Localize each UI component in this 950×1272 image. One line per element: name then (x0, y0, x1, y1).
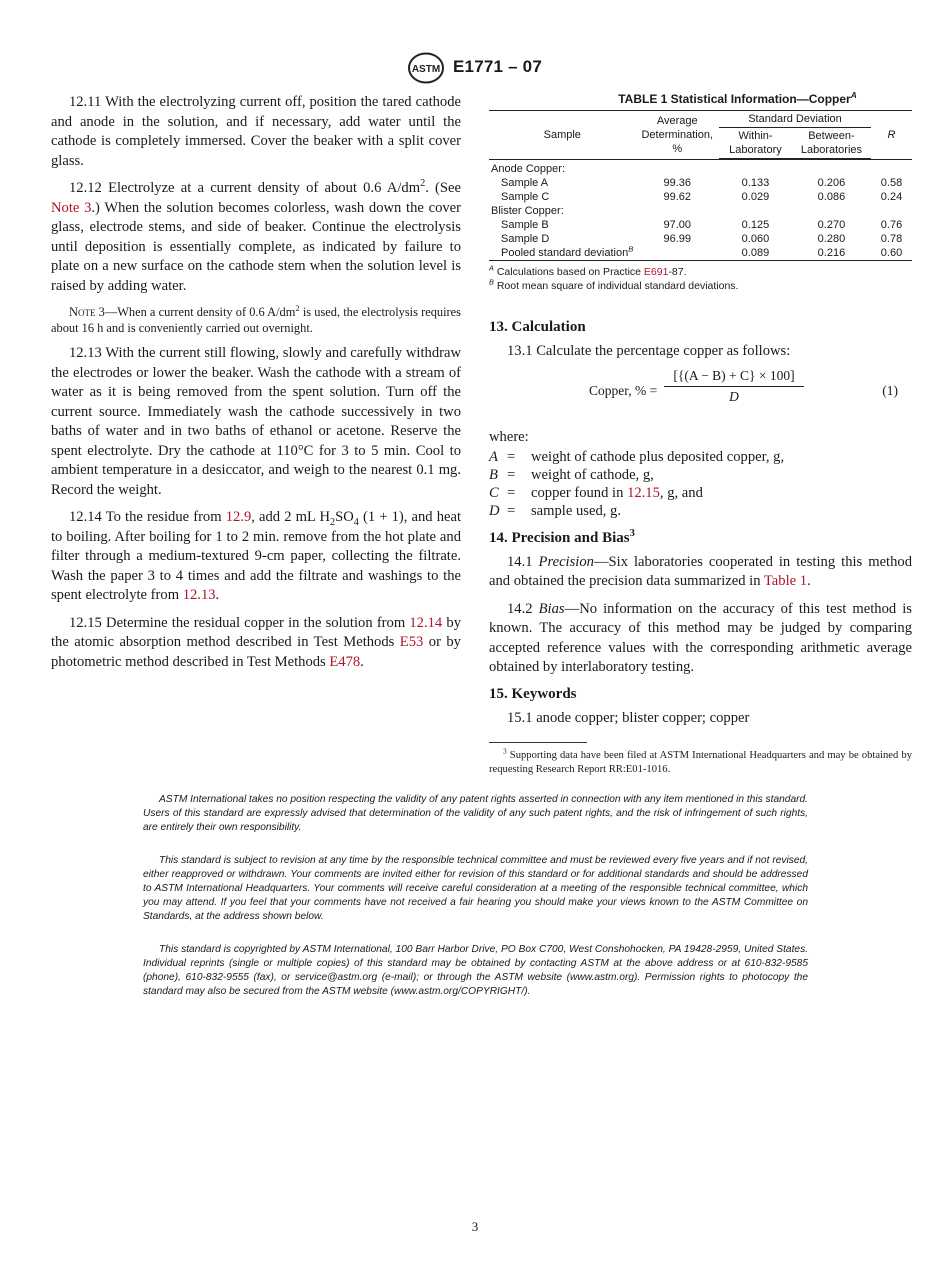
note-3-link[interactable]: Note 3 (51, 199, 92, 216)
variable-b: B = weight of cathode, g, (489, 466, 654, 483)
right-column (489, 92, 912, 777)
table-caption: TABLE 1 Statistical Information—Copper$^A$ (618, 90, 857, 106)
paragraph-12-14: 12.14 To the residue from 12.9, add 2 mL $H_2SO_4$ (1 + 1), and heat to boiling. After boiling for 1 to 2 min. remove from the hot plate and filter through a medium-textured 9-cm paper, collecting the filtrate. Wash the paper 3 to 4 times and add the filtrate and washings to the spent electrolyte from 12.13. (51, 509, 462, 603)
equation-fraction (664, 368, 804, 405)
disclaimer-revision: This standard is subject to revision at any time by the responsible technical committee and must be reviewed every five years and if not revised, either reapproved or withdrawn. Your comments are invited either for revision of this standard or for additional standards and should be addressed to ASTM International Headquarters. Your comments will receive careful consideration at a meeting of the responsible technical committee, which you may attend. If you feel that your comments have not received a fair hearing you should make your views known to the ASTM Committee on Standards, at the address shown below. (143, 855, 808, 922)
where-label: where: (489, 428, 529, 445)
col-header-sample: Sample (543, 128, 581, 141)
e478-link[interactable]: E478 (329, 653, 361, 670)
variable-d: D = sample used, g. (489, 502, 621, 519)
section-15-heading: 15. Keywords (489, 685, 577, 702)
note-3: Note 3—When a current density of 0.6 $A/dm^2$ is used, the electrolysis requires about 16 h and is conveniently carried out overnight. (51, 302, 461, 335)
paragraph-15-1: 15.1 anode copper; blister copper; copper (507, 709, 750, 726)
statistics-table (489, 110, 912, 261)
group-blister-copper: Blister Copper: (491, 205, 564, 217)
variable-c: C = copper found in 12.15, g, and (489, 484, 703, 501)
table-row: Sample C 99.62 0.029 0.086 0.24 (501, 191, 903, 203)
variable-a: A = weight of cathode plus deposited copper, g, (489, 448, 785, 465)
col-header-within: Within- Laboratory (719, 128, 792, 159)
e53-link[interactable]: E53 (399, 634, 424, 650)
col-header-between: Between- Laboratories (792, 128, 871, 159)
section-12-15-link[interactable]: 12.15 (627, 484, 660, 501)
document-number: E1771 – 07 (453, 57, 542, 76)
paragraph-12-13: 12.13 With the current still flowing, slowly and carefully withdraw the electrodes or lower the beaker. Wash the cathode with a stream of water as it is being removed from the spent solution. Turn off the current source. Immediately wash the cathode successively in two baths of water and in two baths of ethanol or acetone. Reserve the spent electrolyte. Dry the cathode at 110°C for 3 to 5 min. Cool to ambient temperature in a desiccator, and weigh to the nearest 0.1 mg. Record the weight. (51, 345, 461, 498)
paragraph-14-2: 14.2 Bias—No information on the accuracy of this test method is known. The accuracy of this method may be judged by comparing accepted reference values with the corresponding arithmetic average obtained by interlaboratory testing. (489, 600, 912, 675)
left-column (51, 93, 461, 680)
section-12-14-link[interactable]: 12.14 (409, 614, 443, 631)
table-row: Sample D 96.99 0.060 0.280 0.78 (501, 233, 903, 245)
paragraph-12-11: 12.11 With the electrolyzing current off, position the tared cathode and anode in the solution, and if necessary, add water until the cathode is completely immersed. Cover the beaker with a split cover glass. (51, 94, 461, 169)
e691-link[interactable]: E691 (643, 266, 669, 278)
equation-denominator: D (729, 388, 739, 404)
variable-list (489, 428, 912, 520)
table-row: Pooled standard deviation$^B$ 0.089 0.216 0.60 (489, 246, 912, 261)
disclaimers (143, 793, 808, 1019)
col-header-standard-deviation: Standard Deviation (719, 111, 871, 128)
equation-numerator: [{(A − B) + C} × 100] (664, 368, 804, 387)
footnote-3: $^3$ Supporting data have been filed at ASTM International Headquarters and may be obtained by requesting Research Report RR:E01-1016. (489, 746, 912, 775)
table-row: Sample A 99.36 0.133 0.206 0.58 (501, 177, 903, 189)
paragraph-14-1: 14.1 Precision—Six laboratories cooperated in testing this method and obtained the precision data summarized in Table 1. (489, 553, 912, 589)
table-1-link[interactable]: Table 1 (763, 573, 808, 589)
table-row: Sample B 97.00 0.125 0.270 0.76 (501, 219, 903, 231)
svg-text:ASTM: ASTM (411, 64, 441, 75)
group-anode-copper: Anode Copper: (491, 163, 565, 175)
disclaimer-patent: ASTM International takes no position respecting the validity of any patent rights asserted in connection with any item mentioned in this standard. Users of this standard are expressly advised that determination of the validity of any such patent rights, and the risk of infringement of such rights, are entirely their own responsibility. (143, 794, 808, 833)
equation-1 (489, 368, 912, 418)
table-footnote-b: $^B$ Root mean square of individual standard deviations. (489, 277, 739, 292)
paragraph-13-1: 13.1 Calculate the percentage copper as follows: (507, 343, 791, 359)
table-footnotes (489, 265, 912, 293)
table-footnote-a: $^A$ Calculations based on Practice E691-87. (489, 263, 687, 278)
equation-lhs: Copper, % = (589, 382, 658, 398)
page-header (0, 52, 950, 84)
equation-number: (1) (882, 382, 898, 398)
paragraph-12-15: 12.15 Determine the residual copper in the solution from 12.14 by the atomic absorption method described in Test Methods E53 or by photometric method described in Test Methods E478. (51, 614, 461, 670)
col-header-average: Average Determination, % (641, 114, 714, 155)
disclaimer-copyright: This standard is copyrighted by ASTM International, 100 Barr Harbor Drive, PO Box C700, West Conshohocken, PA 19428-2959, United States. Individual reprints (single or multiple copies) of this standard may be obtained by contacting ASTM at the above address or at 610-832-9585 (phone), 610-832-9555 (fax), or service@astm.org (e-mail); or through the ASTM website (www.astm.org). Permission rights to photocopy the standard may also be secured from the ASTM website (www.astm.org/COPYRIGHT/). (143, 944, 808, 997)
section-13-heading: 13. Calculation (489, 319, 586, 335)
paragraph-12-12: 12.12 Electrolyze at a current density of about 0.6 $A/dm^2$. (See Note 3.) When the solution becomes colorless, wash down the cover glass, electrode stems, and side of beaker. Continue the electrolysis until deposition is essentially complete, as indicated by failure to plate on a new surface on the cathode stem when the solution level is raised by adding water. (51, 178, 461, 294)
section-12-9-link[interactable]: 12.9 (225, 509, 252, 525)
footnote-divider (489, 742, 587, 743)
section-12-13-link[interactable]: 12.13 (182, 587, 216, 603)
col-header-r: R (887, 128, 896, 141)
page-number: 3 (471, 1219, 479, 1234)
astm-logo-icon (407, 52, 445, 84)
section-14-heading: 14. Precision and Bias$^3$ (489, 527, 635, 546)
